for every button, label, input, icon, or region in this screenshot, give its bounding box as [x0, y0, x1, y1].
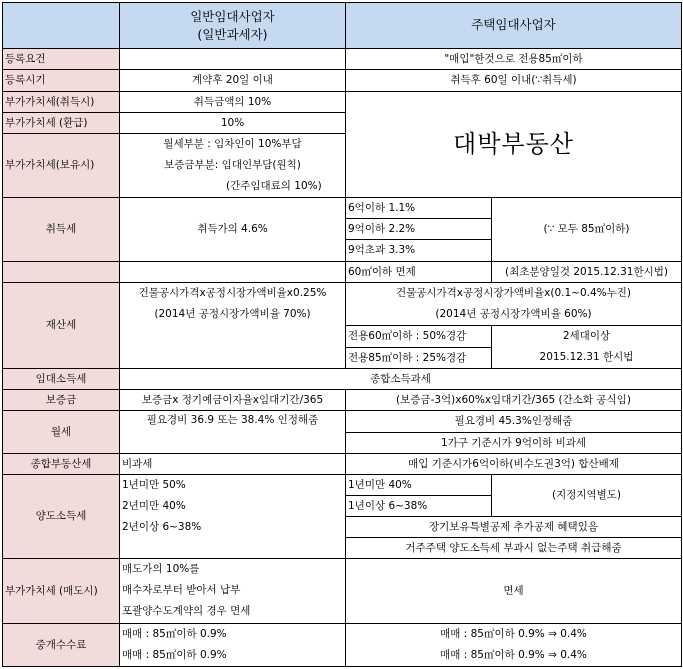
- vat-sale-general: [120, 559, 346, 623]
- property-tax-reduce-note-line1: 2세대이상: [562, 330, 611, 343]
- monthly-rent-general: 필요경비 36.9 또는 38.4% 인정해줌: [120, 411, 346, 453]
- capital-gains-general-line1: 1년미만 50%: [122, 478, 186, 491]
- monthly-rent-housing-exempt: 1가구 기준시가 9억이하 비과세: [346, 432, 682, 453]
- row-label-brokerage-fee: 중개수수료: [3, 623, 120, 666]
- brokerage-housing-line1: 매매 : 85㎡이하 0.9% ⇒ 0.4%: [440, 627, 587, 640]
- row-label-vat-acquisition: 부가가치세(취득시): [3, 91, 120, 112]
- brokerage-housing: [346, 623, 682, 666]
- property-tax-housing: [346, 282, 682, 325]
- capital-gains-housing-over-1y: 1년이상 6~38%: [346, 495, 492, 516]
- acquisition-tax-tier-2: 9억이하 2.2%: [346, 219, 492, 240]
- registration-requirement-general: [120, 49, 346, 70]
- deposit-general: 보증금x 정기예금이자율x임대기간/365: [120, 390, 346, 411]
- registration-requirement-housing: "매입"한것으로 전용85㎡이하: [346, 49, 682, 70]
- property-tax-reduce-85: 전용85㎡이하 : 25%경감: [346, 347, 492, 369]
- acquisition-tax-label-filler: [3, 261, 120, 282]
- comparison-table: [2, 2, 682, 667]
- capital-gains-general-line3: 2년이상 6~38%: [122, 520, 202, 533]
- row-label-monthly-rent: 월세: [3, 411, 120, 453]
- header-general-line2: (일반과세자): [197, 26, 268, 42]
- row-label-rental-income-tax: 임대소득세: [3, 369, 120, 390]
- capital-gains-housing-note: (지정지역별도): [492, 474, 682, 516]
- brand-watermark-cell: [346, 91, 682, 198]
- property-tax-reduce-60: 전용60㎡이하 : 50%경감: [346, 325, 492, 347]
- brokerage-housing-line2: 매매 : 85㎡이하 0.9% ⇒ 0.4%: [440, 648, 587, 661]
- registration-time-general: 계약후 20일 이내: [120, 70, 346, 91]
- capital-gains-housing-residence: 거주주택 양도소득세 부과시 없는주택 취급해줌: [346, 538, 682, 559]
- deposit-housing: (보증금-3억)x60%x임대기간/365 (간소화 공식임): [346, 390, 682, 411]
- vat-acquisition-general: 취득금액의 10%: [120, 91, 346, 112]
- row-label-vat-holding: 부가가치세(보유시): [3, 133, 120, 197]
- comprehensive-tax-housing: 매입 기준시가6억이하(비수도권3억) 합산배제: [346, 453, 682, 474]
- property-tax-housing-line2: (2014년 공정시장가액비율 60%): [435, 307, 592, 320]
- property-tax-reduce-note: [492, 325, 682, 368]
- vat-sale-line2: 매수자로부터 받아서 납부: [122, 584, 241, 597]
- row-label-property-tax: 재산세: [3, 282, 120, 369]
- row-label-deposit: 보증금: [3, 390, 120, 411]
- header-blank-cell: [3, 3, 120, 49]
- property-tax-housing-line1: 건물공시가격x공정시장가액비율x(0.1~0.4%누진): [395, 286, 632, 299]
- row-label-registration-time: 등록시기: [3, 70, 120, 91]
- capital-gains-tax-general: [120, 474, 346, 559]
- acquisition-tax-tier-1: 6억이하 1.1%: [346, 198, 492, 219]
- vat-sale-housing: 면세: [346, 559, 682, 623]
- capital-gains-housing-long-term: 장기보유특별공제 추가공제 혜택있음: [346, 517, 682, 538]
- row-label-comprehensive-real-estate-tax: 종합부동산세: [3, 453, 120, 474]
- header-general-line1: 일반임대사업자: [190, 8, 275, 24]
- acquisition-tax-note: (∵ 모두 85㎡이하): [492, 198, 682, 261]
- property-tax-general-line1: 건물공시가격x공정시장가액비율x0.25%: [138, 286, 327, 299]
- row-label-vat-sale: 부가가치세 (매도시): [3, 559, 120, 623]
- header-housing-rental-business: 주택임대사업자: [346, 3, 682, 49]
- vat-sale-line3: 포괄양수도계약의 경우 면세: [122, 605, 251, 618]
- brokerage-general-line2: 매매 : 85㎡이하 0.9%: [122, 648, 227, 661]
- vat-holding-line2: 보증금부분: 임대인부담(원칙): [164, 158, 301, 171]
- row-label-vat-refund: 부가가치세 (환급): [3, 112, 120, 133]
- registration-time-housing: 취득후 60일 이내(∵취득세): [346, 70, 682, 91]
- property-tax-general: [120, 282, 346, 369]
- acquisition-tax-tier-3: 9억초과 3.3%: [346, 240, 492, 261]
- acquisition-tax-general-filler: [120, 261, 346, 282]
- brokerage-general: [120, 623, 346, 666]
- vat-holding-line3: (간주임대료의 10%): [226, 179, 322, 192]
- brand-text: 대박부동산: [453, 129, 574, 158]
- vat-holding-general: [120, 133, 346, 197]
- rental-income-tax-value: 종합소득과세: [120, 369, 682, 390]
- acquisition-tax-exempt: 60㎡이하 면제: [346, 261, 492, 282]
- property-tax-reduce-note-line2: 2015.12.31 한시법: [539, 351, 634, 364]
- row-label-registration-requirement: 등록요건: [3, 49, 120, 70]
- comprehensive-tax-general: 비과세: [120, 453, 346, 474]
- acquisition-tax-exempt-note: (최초분양일것 2015.12.31한시법): [492, 261, 682, 282]
- property-tax-general-line2: (2014년 공정시장가액비율 70%): [154, 307, 311, 320]
- header-general-rental-business: [120, 3, 346, 49]
- vat-sale-line1: 매도가의 10%를: [122, 563, 200, 576]
- capital-gains-general-line2: 2년미만 40%: [122, 499, 186, 512]
- vat-holding-line1: 월세부분 : 임차인이 10%부담: [163, 137, 302, 150]
- capital-gains-housing-under-1y: 1년미만 40%: [346, 474, 492, 495]
- vat-refund-general: 10%: [120, 112, 346, 133]
- row-label-capital-gains-tax: 양도소득세: [3, 474, 120, 559]
- brokerage-general-line1: 매매 : 85㎡이하 0.9%: [122, 627, 227, 640]
- acquisition-tax-general: 취득가의 4.6%: [120, 198, 346, 261]
- row-label-acquisition-tax: 취득세: [3, 198, 120, 261]
- monthly-rent-housing-expense: 필요경비 45.3%인정해줌: [346, 411, 682, 432]
